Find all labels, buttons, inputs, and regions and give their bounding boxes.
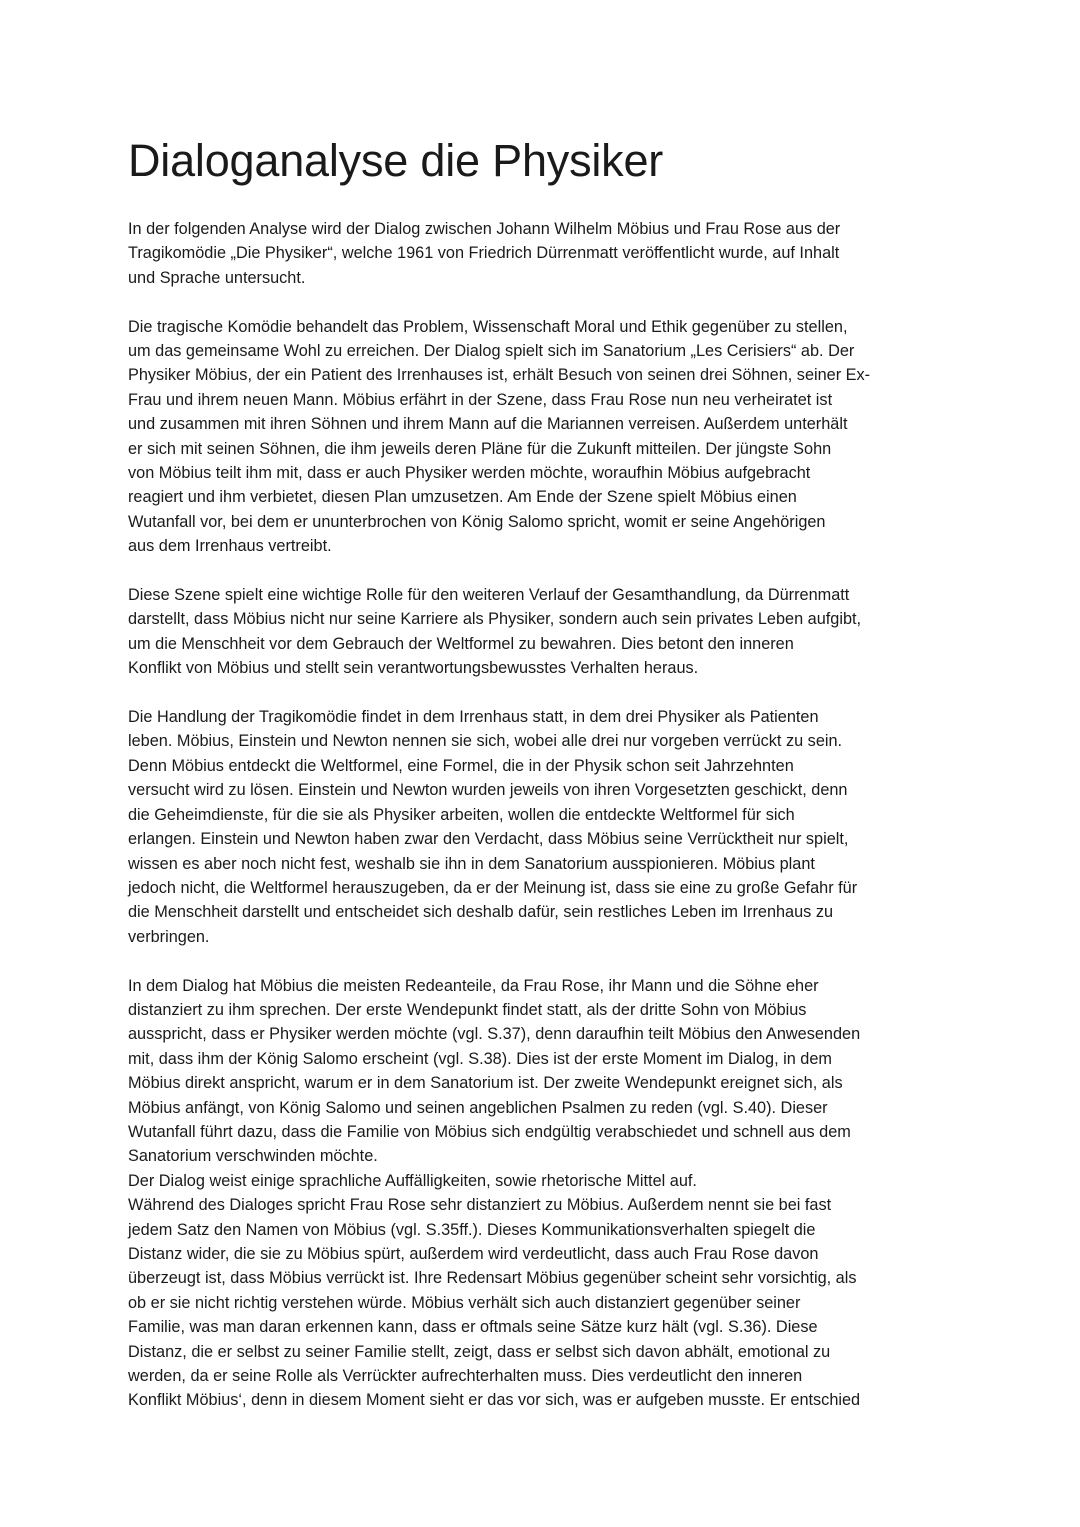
text-line: Sanatorium verschwinden möchte. [128,1147,378,1166]
paragraph [128,705,958,949]
text-line: erlangen. Einstein und Newton haben zwar den Verdacht, dass Möbius seine Verrücktheit nur spielt, [128,830,849,849]
text-line: Die Handlung der Tragikomödie findet in dem Irrenhaus statt, in dem drei Physiker als Patienten [128,708,819,727]
text-line: Die tragische Komödie behandelt das Problem, Wissenschaft Moral und Ethik gegenüber zu stellen, [128,317,848,336]
text-line: werden, da er seine Rolle als Verrückter aufrechterhalten muss. Dies verdeutlicht den inneren [128,1367,803,1386]
text-line: wissen es aber noch nicht fest, weshalb sie ihn in dem Sanatorium ausspionieren. Möbius plant [128,854,815,873]
text-line: ob er sie nicht richtig verstehen würde. Möbius verhält sich auch distanziert gegenüber seiner [128,1293,801,1312]
text-line: Denn Möbius entdeckt die Weltformel, eine Formel, die in der Physik schon seit Jahrzehnten [128,756,794,775]
text-line: verbringen. [128,927,210,946]
text-line: distanziert zu ihm sprechen. Der erste Wendepunkt findet statt, als der dritte Sohn von Möbius [128,1000,807,1019]
text-line: aus dem Irrenhaus vertreibt. [128,537,332,556]
document-title: Dialoganalyse die Physiker [128,135,664,186]
text-line: darstellt, dass Möbius nicht nur seine Karriere als Physiker, sondern auch sein privates Leben aufgibt, [128,610,862,629]
paragraph [128,974,958,1413]
text-line: Distanz, die er selbst zu seiner Familie stellt, zeigt, dass er selbst sich davon abhält, emotional zu [128,1342,831,1361]
text-line: reagiert und ihm verbietet, diesen Plan umzusetzen. Am Ende der Szene spielt Möbius einen [128,488,797,507]
text-line: Konflikt Möbius‘, denn in diesem Moment sieht er das vor sich, was er aufgeben musste. Er entschied [128,1391,861,1410]
text-line: Während des Dialoges spricht Frau Rose sehr distanziert zu Möbius. Außerdem nennt sie bei fast [128,1196,832,1215]
text-line: Konflikt von Möbius und stellt sein verantwortungsbewusstes Verhalten heraus. [128,659,699,678]
text-line: In der folgenden Analyse wird der Dialog zwischen Johann Wilhelm Möbius und Frau Rose aus der [128,220,841,238]
paragraph [128,315,958,559]
paragraph [128,217,958,290]
text-line: Frau und ihrem neuen Mann. Möbius erfährt in der Szene, dass Frau Rose nun neu verheiratet ist [128,390,833,409]
text-line: und zusammen mit ihren Söhnen und ihrem Mann auf die Mariannen verreisen. Außerdem unterhält [128,415,848,434]
text-line: Familie, was man daran erkennen kann, dass er oftmals seine Sätze kurz hält (vgl. S.36). Diese [128,1318,818,1337]
paragraph-spacer [128,949,958,973]
text-line: ausspricht, dass er Physiker werden möchte (vgl. S.37), denn daraufhin teilt Möbius den Anwesenden [128,1025,861,1044]
text-line: Tragikomödie „Die Physiker“, welche 1961 von Friedrich Dürrenmatt veröffentlicht wurde, auf Inhalt [128,244,840,263]
text-line: und Sprache untersucht. [128,268,306,287]
paragraph-spacer [128,559,958,583]
document-body [128,217,958,1413]
text-line: um das gemeinsame Wohl zu erreichen. Der Dialog spielt sich im Sanatorium „Les Cerisiers“ ab. Der [128,342,855,361]
text-line: jedem Satz den Namen von Möbius (vgl. S.35ff.). Dieses Kommunikationsverhalten spiegelt die [128,1220,816,1239]
text-line: Physiker Möbius, der ein Patient des Irrenhauses ist, erhält Besuch von seinen drei Söhnen, seiner Ex- [128,366,871,385]
paragraph-spacer [128,290,958,314]
text-line: versucht wird zu lösen. Einstein und Newton wurden jeweils von ihren Vorgesetzten geschickt, denn [128,781,848,800]
text-line: die Geheimdienste, für die sie als Physiker arbeiten, wollen die entdeckte Weltformel für sich [128,805,795,824]
text-line: In dem Dialog hat Möbius die meisten Redeanteile, da Frau Rose, ihr Mann und die Söhne eher [128,976,819,995]
text-line: er sich mit seinen Söhnen, die ihm jeweils deren Pläne für die Zukunft mitteilen. Der jüngste Sohn [128,439,832,458]
text-line: jedoch nicht, die Weltformel herauszugeben, da er der Meinung ist, dass sie eine zu große Gefahr für [128,878,858,897]
text-line: mit, dass ihm der König Salomo erscheint (vgl. S.38). Dies ist der erste Moment im Dialog, in dem [128,1049,832,1068]
text-line: Wutanfall führt dazu, dass die Familie von Möbius sich endgültig verabschiedet und schnell aus dem [128,1122,851,1141]
text-line: die Menschheit darstellt und entscheidet sich deshalb dafür, sein restliches Leben im Irrenhaus zu [128,903,834,922]
text-line: Distanz wider, die sie zu Möbius spürt, außerdem wird verdeutlicht, dass auch Frau Rose davon [128,1245,819,1263]
text-line: Möbius direkt anspricht, warum er in dem Sanatorium ist. Der zweite Wendepunkt ereignet sich, als [128,1074,843,1093]
paragraph-spacer [128,681,958,705]
text-line: Möbius anfängt, von König Salomo und seinen angeblichen Psalmen zu reden (vgl. S.40). Dieser [128,1098,828,1117]
text-line: Wutanfall vor, bei dem er ununterbrochen von König Salomo spricht, womit er seine Angehörigen [128,512,826,531]
text-line: Der Dialog weist einige sprachliche Auffälligkeiten, sowie rhetorische Mittel auf. [128,1171,697,1190]
text-line: überzeugt ist, dass Möbius verrückt ist. Ihre Redensart Möbius gegenüber scheint sehr vorsichtig, als [128,1269,857,1288]
text-line: Diese Szene spielt eine wichtige Rolle für den weiteren Verlauf der Gesamthandlung, da Dürrenmatt [128,586,850,605]
text-line: leben. Möbius, Einstein und Newton nennen sie sich, wobei alle drei nur vorgeben verrückt zu sein. [128,732,843,751]
text-line: von Möbius teilt ihm mit, dass er auch Physiker werden möchte, woraufhin Möbius aufgebracht [128,464,811,483]
text-line: um die Menschheit vor dem Gebrauch der Weltformel zu bewahren. Dies betont den inneren [128,634,794,653]
paragraph [128,583,958,681]
